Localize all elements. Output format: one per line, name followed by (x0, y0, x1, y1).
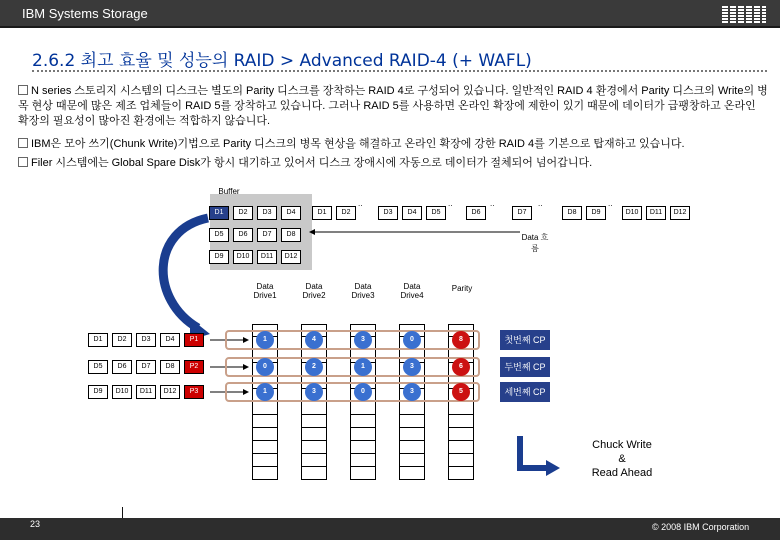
stripe-cell: D7 (136, 360, 156, 374)
buffer-cell: D5 (209, 228, 229, 242)
parity-cell: P3 (184, 385, 204, 399)
brand-label: IBM Systems Storage (22, 6, 148, 21)
drive-label: Data Drive4 (400, 282, 424, 300)
stripe-cell: D10 (112, 385, 132, 399)
chuck-arrow-icon (520, 436, 548, 468)
buffer-cell: D10 (233, 250, 253, 264)
drive-label: Data Drive3 (351, 282, 375, 300)
stripe-cell: D6 (112, 360, 132, 374)
chuck-line: Chuck Write (592, 439, 652, 451)
buffer-cell: D2 (233, 206, 253, 220)
stream-cell: D9 (586, 206, 606, 220)
stripe-cell: D9 (88, 385, 108, 399)
stream-cell: D11 (646, 206, 666, 220)
cp-label: 세번째 CP (500, 382, 550, 402)
block-dot: 1 (256, 331, 274, 349)
block-dot: 3 (354, 331, 372, 349)
stripe-cell: D11 (136, 385, 156, 399)
block-dot: 2 (305, 358, 323, 376)
stream-ellipsis: .. (608, 199, 613, 208)
stream-ellipsis: .. (490, 199, 495, 208)
chuck-line: & (618, 453, 626, 465)
block-dot: 0 (354, 383, 372, 401)
stream-cell: D1 (312, 206, 332, 220)
stream-cell: D6 (466, 206, 486, 220)
stripe-cell: D4 (160, 333, 180, 347)
stripe-cell: D3 (136, 333, 156, 347)
stream-ellipsis: .. (358, 199, 363, 208)
stream-cell: D8 (562, 206, 582, 220)
stream-cell: D3 (378, 206, 398, 220)
stripe-cell: D2 (112, 333, 132, 347)
drive-label: Data Drive1 (253, 282, 277, 300)
block-dot: 4 (305, 331, 323, 349)
parity-dot: 6 (452, 358, 470, 376)
stream-cell: D12 (670, 206, 690, 220)
block-dot: 1 (354, 358, 372, 376)
stripe-cell: D1 (88, 333, 108, 347)
stream-cell: D2 (336, 206, 356, 220)
parity-dot: 5 (452, 383, 470, 401)
bullet-2-text: IBM은 모아 쓰기(Chunk Write)기법으로 Parity 디스크의 병목 현상을 해결하고 온라인 확장에 강한 RAID 4를 기본으로 탑재하고 있습니다. (31, 138, 685, 150)
drive-label: Data Drive2 (302, 282, 326, 300)
copyright: © 2008 IBM Corporation (652, 522, 750, 532)
buffer-label: Buffer (218, 187, 240, 196)
stream-cell: D7 (512, 206, 532, 220)
page-title: 2.6.2 최고 효율 및 성능의 RAID > Advanced RAID-4 (+ WAFL) (32, 51, 532, 71)
block-dot: 1 (256, 383, 274, 401)
buffer-cell: D4 (281, 206, 301, 220)
buffer-cell: D9 (209, 250, 229, 264)
stream-cell: D5 (426, 206, 446, 220)
parity-cell: P1 (184, 333, 204, 347)
drive-label: Parity (451, 284, 473, 293)
cp-label: 첫번째 CP (500, 330, 550, 350)
buffer-cell: D3 (257, 206, 277, 220)
stream-ellipsis: .. (448, 199, 453, 208)
page-number: 23 (30, 519, 41, 529)
block-dot: 0 (403, 331, 421, 349)
buffer-cell: D1 (209, 206, 229, 220)
stripe-cell: D5 (88, 360, 108, 374)
block-dot: 3 (305, 383, 323, 401)
buffer-cell: D11 (257, 250, 277, 264)
chuck-write-caption (582, 438, 662, 480)
curved-arrow-icon (163, 218, 208, 328)
stripe-cell: D8 (160, 360, 180, 374)
block-dot: 3 (403, 383, 421, 401)
bullet-1-text: N series 스토리지 시스템의 디스크는 별도의 Parity 디스크를 장착하는 RAID 4로 구성되어 있습니다. 일반적인 RAID 4 환경에서 Parity 디스크의 Write의 병목 현상 때문에 많은 제조 업체들이 RAID 5를 장착하고 있습니다. 그러나 RAID 5를 사용하면 온라인 확장에 제한이 있기 때문에 데이터가 급팽창하고 온라인 확장의 필요성이 많아진 환경에는 적합하지 않습니다. (18, 85, 768, 127)
chuck-line: Read Ahead (591, 467, 653, 479)
chuck-arrow-head (546, 460, 560, 476)
cp-label: 두번째 CP (500, 357, 550, 377)
buffer-cell: D7 (257, 228, 277, 242)
stripe-cell: D12 (160, 385, 180, 399)
block-dot: 3 (403, 358, 421, 376)
stream-ellipsis: .. (538, 199, 543, 208)
block-dot: 0 (256, 358, 274, 376)
buffer-cell: D12 (281, 250, 301, 264)
parity-dot: 8 (452, 331, 470, 349)
stream-cell: D10 (622, 206, 642, 220)
buffer-cell: D8 (281, 228, 301, 242)
parity-cell: P2 (184, 360, 204, 374)
stream-label: Data 흐름 (521, 233, 549, 253)
bullet-3-text: Filer 시스템에는 Global Spare Disk가 항시 대기하고 있어서 디스크 장애시에 자동으로 데이터가 절체되어 넘어갑니다. (31, 157, 593, 169)
buffer-cell: D6 (233, 228, 253, 242)
stream-cell: D4 (402, 206, 422, 220)
